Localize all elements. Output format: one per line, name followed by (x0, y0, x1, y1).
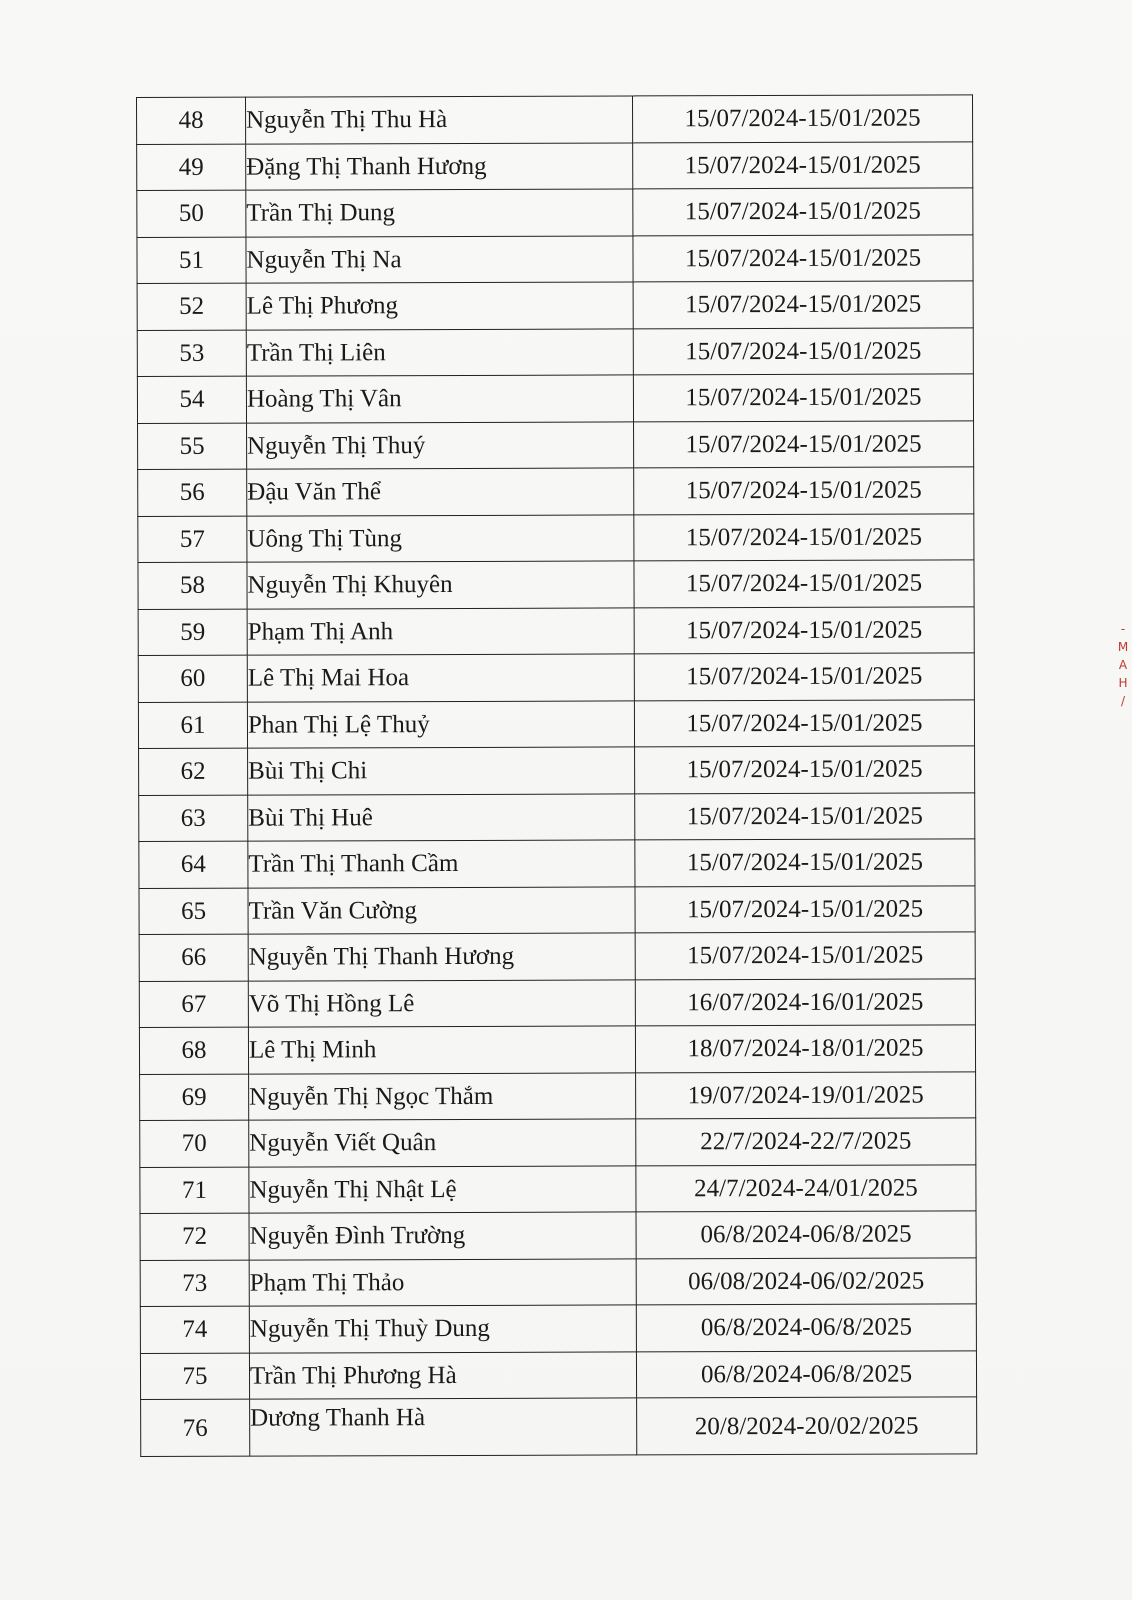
contract-period-cell: 15/07/2024-15/01/2025 (633, 141, 973, 189)
contract-period-cell: 06/8/2024-06/8/2025 (636, 1304, 976, 1352)
row-number-cell: 76 (141, 1399, 250, 1456)
row-number-cell: 62 (139, 748, 248, 795)
row-number-cell: 67 (139, 981, 248, 1028)
table-row (139, 792, 975, 841)
row-number-cell: 66 (139, 934, 248, 981)
contract-period-cell: 18/07/2024-18/01/2025 (635, 1025, 975, 1073)
row-number-cell: 68 (139, 1027, 248, 1074)
contract-period-cell: 15/07/2024-15/01/2025 (635, 885, 975, 933)
contract-period-cell: 15/07/2024-15/01/2025 (633, 374, 973, 422)
table-row (138, 560, 974, 609)
contract-period-cell: 15/07/2024-15/01/2025 (634, 420, 974, 468)
full-name-cell: Hoàng Thị Vân (246, 375, 633, 423)
table-row (140, 1118, 976, 1167)
row-number-cell: 69 (140, 1074, 249, 1121)
contract-period-cell: 15/07/2024-15/01/2025 (633, 281, 973, 329)
table-row (137, 188, 973, 237)
table-row (140, 1350, 976, 1399)
full-name-cell: Võ Thị Hồng Lê (248, 979, 635, 1027)
table-row (141, 1397, 977, 1457)
contract-period-cell: 16/07/2024-16/01/2025 (635, 978, 975, 1026)
contract-period-cell: 15/07/2024-15/01/2025 (635, 746, 975, 794)
contract-period-cell: 15/07/2024-15/01/2025 (635, 792, 975, 840)
roster-table (136, 94, 977, 1457)
margin-stamp-fragment: ‑ M A H / (1117, 622, 1129, 708)
contract-period-cell: 19/07/2024-19/01/2025 (636, 1071, 976, 1119)
table-row (138, 467, 974, 516)
contract-period-cell: 24/7/2024-24/01/2025 (636, 1164, 976, 1212)
full-name-cell: Trần Thị Liên (246, 328, 633, 376)
contract-period-cell: 06/08/2024-06/02/2025 (636, 1257, 976, 1305)
full-name-cell: Phan Thị Lệ Thuỷ (247, 700, 634, 748)
full-name-cell: Nguyễn Thị Thanh Hương (248, 933, 635, 981)
full-name-cell: Trần Thị Thanh Cầm (248, 840, 635, 888)
full-name-cell: Lê Thị Minh (248, 1026, 635, 1074)
contract-period-cell: 20/8/2024-20/02/2025 (637, 1397, 977, 1455)
full-name-cell: Nguyễn Thị Nhật Lệ (249, 1165, 636, 1213)
table-row (137, 281, 973, 330)
table-row (137, 327, 973, 376)
table-row (140, 1164, 976, 1213)
row-number-cell: 60 (138, 655, 247, 702)
contract-period-cell: 15/07/2024-15/01/2025 (634, 513, 974, 561)
row-number-cell: 55 (138, 423, 247, 470)
full-name-cell: Nguyễn Đình Trường (249, 1212, 636, 1260)
row-number-cell: 63 (139, 795, 248, 842)
table-row (138, 420, 974, 469)
row-number-cell: 48 (137, 97, 246, 144)
row-number-cell: 61 (138, 702, 247, 749)
full-name-cell: Nguyễn Thị Ngọc Thắm (249, 1072, 636, 1120)
contract-period-cell: 15/07/2024-15/01/2025 (634, 606, 974, 654)
row-number-cell: 74 (140, 1306, 249, 1353)
table-row (139, 839, 975, 888)
table-row (137, 141, 973, 190)
row-number-cell: 50 (137, 190, 246, 237)
row-number-cell: 54 (137, 376, 246, 423)
contract-period-cell: 15/07/2024-15/01/2025 (635, 932, 975, 980)
full-name-cell: Đậu Văn Thể (247, 468, 634, 516)
row-number-cell: 59 (138, 609, 247, 656)
contract-period-cell: 06/8/2024-06/8/2025 (636, 1350, 976, 1398)
full-name-cell: Nguyễn Thị Khuyên (247, 561, 634, 609)
full-name-cell: Dương Thanh Hà (250, 1398, 637, 1456)
full-name-cell: Trần Thị Dung (246, 189, 633, 237)
contract-period-cell: 15/07/2024-15/01/2025 (633, 188, 973, 236)
full-name-cell: Phạm Thị Thảo (249, 1258, 636, 1306)
row-number-cell: 52 (137, 283, 246, 330)
full-name-cell: Nguyễn Thị Thuý (247, 421, 634, 469)
row-number-cell: 56 (138, 469, 247, 516)
row-number-cell: 65 (139, 888, 248, 935)
contract-period-cell: 15/07/2024-15/01/2025 (635, 839, 975, 887)
full-name-cell: Nguyễn Thị Thu Hà (246, 96, 633, 144)
row-number-cell: 58 (138, 562, 247, 609)
full-name-cell: Nguyễn Thị Na (246, 235, 633, 283)
contract-period-cell: 06/8/2024-06/8/2025 (636, 1211, 976, 1259)
row-number-cell: 64 (139, 841, 248, 888)
full-name-cell: Bùi Thị Huê (248, 793, 635, 841)
table-row (138, 699, 974, 748)
full-name-cell: Trần Thị Phương Hà (249, 1351, 636, 1399)
contract-period-cell: 15/07/2024-15/01/2025 (633, 234, 973, 282)
table-row (139, 1025, 975, 1074)
contract-period-cell: 15/07/2024-15/01/2025 (634, 560, 974, 608)
table-row (138, 513, 974, 562)
row-number-cell: 75 (140, 1353, 249, 1400)
row-number-cell: 49 (137, 144, 246, 191)
roster-table-body (137, 95, 977, 1457)
table-row (140, 1071, 976, 1120)
contract-period-cell: 15/07/2024-15/01/2025 (634, 467, 974, 515)
table-row (140, 1211, 976, 1260)
contract-period-cell: 15/07/2024-15/01/2025 (633, 327, 973, 375)
full-name-cell: Nguyễn Thị Thuỳ Dung (249, 1305, 636, 1353)
row-number-cell: 72 (140, 1213, 249, 1260)
full-name-cell: Phạm Thị Anh (247, 607, 634, 655)
full-name-cell: Lê Thị Phương (246, 282, 633, 330)
full-name-cell: Uông Thị Tùng (247, 514, 634, 562)
table-row (140, 1257, 976, 1306)
table-row (139, 746, 975, 795)
full-name-cell: Đặng Thị Thanh Hương (246, 142, 633, 190)
table-row (139, 978, 975, 1027)
full-name-cell: Bùi Thị Chi (248, 747, 635, 795)
row-number-cell: 71 (140, 1167, 249, 1214)
table-row (138, 653, 974, 702)
row-number-cell: 53 (137, 330, 246, 377)
full-name-cell: Nguyễn Viết Quân (249, 1119, 636, 1167)
table-row (139, 885, 975, 934)
table-row (137, 95, 973, 144)
row-number-cell: 51 (137, 237, 246, 284)
table-row (137, 234, 973, 283)
contract-period-cell: 15/07/2024-15/01/2025 (634, 653, 974, 701)
contract-period-cell: 15/07/2024-15/01/2025 (634, 699, 974, 747)
row-number-cell: 57 (138, 516, 247, 563)
table-row (138, 606, 974, 655)
full-name-cell: Lê Thị Mai Hoa (247, 654, 634, 702)
full-name-cell: Trần Văn Cường (248, 886, 635, 934)
table-row (139, 932, 975, 981)
table-row (137, 374, 973, 423)
row-number-cell: 70 (140, 1120, 249, 1167)
contract-period-cell: 15/07/2024-15/01/2025 (632, 95, 972, 143)
table-row (140, 1304, 976, 1353)
contract-period-cell: 22/7/2024-22/7/2025 (636, 1118, 976, 1166)
row-number-cell: 73 (140, 1260, 249, 1307)
